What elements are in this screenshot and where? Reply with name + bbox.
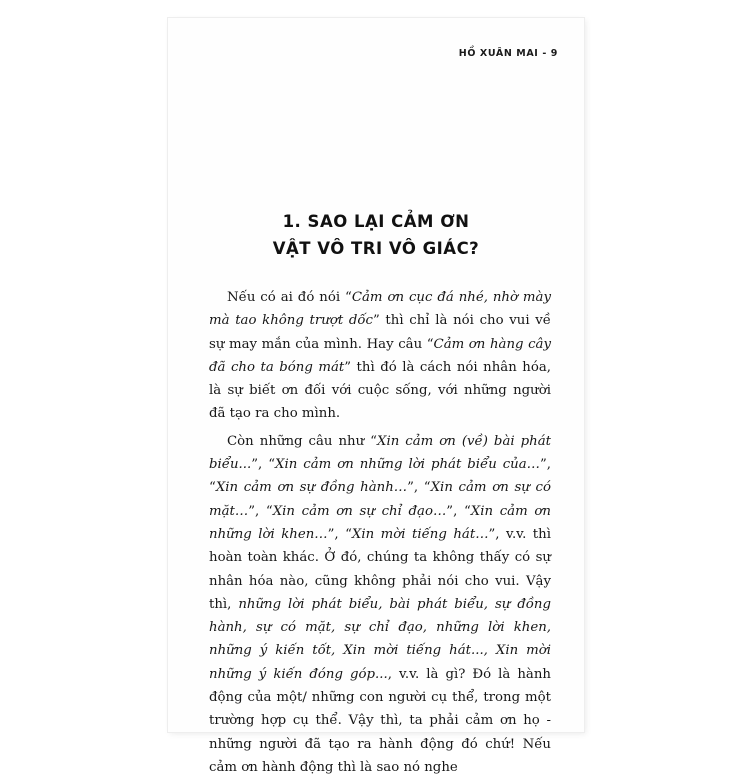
paragraph-1	[209, 286, 551, 426]
italic-list: những lời phát biểu, bài phát biểu, sự đồng hành, sự có mặt, sự chỉ đạo, những lời khen, những ý kiến tốt, Xin mời tiếng hát..., Xin mời những ý kiến đóng góp...	[209, 596, 551, 682]
text-run: ” thì đó là cách nói nhân hóa, là sự biết ơn đối với cuộc sống, với những người đã tạo ra cho mình.	[209, 359, 551, 422]
italic-quote: Cảm ơn cục đá nhé, nhờ mày mà tao không trượt dốc	[209, 290, 551, 329]
italic-quote: Xin cảm ơn sự chỉ đạo…	[272, 503, 447, 519]
italic-quote: Cảm ơn hàng cây đã cho ta bóng mát	[209, 336, 551, 375]
text-run: ” thì chỉ là nói cho vui về sự may mắn của mình. Hay câu “	[209, 313, 551, 352]
italic-quote: Xin cảm ơn sự có mặt…	[209, 480, 551, 519]
paragraph-2	[209, 430, 551, 779]
italic-quote: Xin cảm ơn sự đồng hành…	[215, 480, 408, 496]
text-run: ”, “	[407, 480, 431, 496]
chapter-title-line-1: 1. SAO LẠI CẢM ƠN	[282, 212, 470, 231]
text-run: ”, “	[327, 526, 352, 542]
italic-quote: Xin cảm ơn những lời khen…	[209, 503, 551, 542]
chapter-title	[168, 208, 584, 262]
text-run: Còn những câu như “	[227, 433, 377, 449]
italic-quote: Xin cảm ơn những lời phát biểu của…	[275, 457, 540, 473]
chapter-title-line-2: VẬT VÔ TRI VÔ GIÁC?	[272, 239, 480, 258]
text-run: Nếu có ai đó nói “	[227, 290, 352, 305]
text-run: , v.v. là gì? Đó là hành động của một/ những con người cụ thể, trong một trường hợp cụ thể. Vậy thì, ta phải cảm ơn họ - những người đã tạo ra hành động đó chứ! Nếu cảm ơn hành động thì là sao nó nghe	[209, 666, 551, 775]
running-head: HỒ XUÂN MAI - 9	[458, 48, 558, 59]
italic-quote: Xin mời tiếng hát…	[351, 526, 489, 542]
text-run: ”, “	[248, 503, 273, 519]
body-text	[209, 286, 551, 779]
text-run: ”, “	[251, 457, 275, 473]
italic-quote: Xin cảm ơn (về) bài phát biểu...	[209, 433, 551, 473]
text-run: ”, “	[446, 503, 471, 519]
text-run: ”, v.v. thì hoàn toàn khác. Ở đó, chúng ta không thấy có sự nhân hóa nào, cũng không phải nói cho vui. Vậy thì,	[209, 526, 551, 612]
book-page	[168, 18, 584, 775]
text-run: ”, “	[209, 457, 551, 496]
